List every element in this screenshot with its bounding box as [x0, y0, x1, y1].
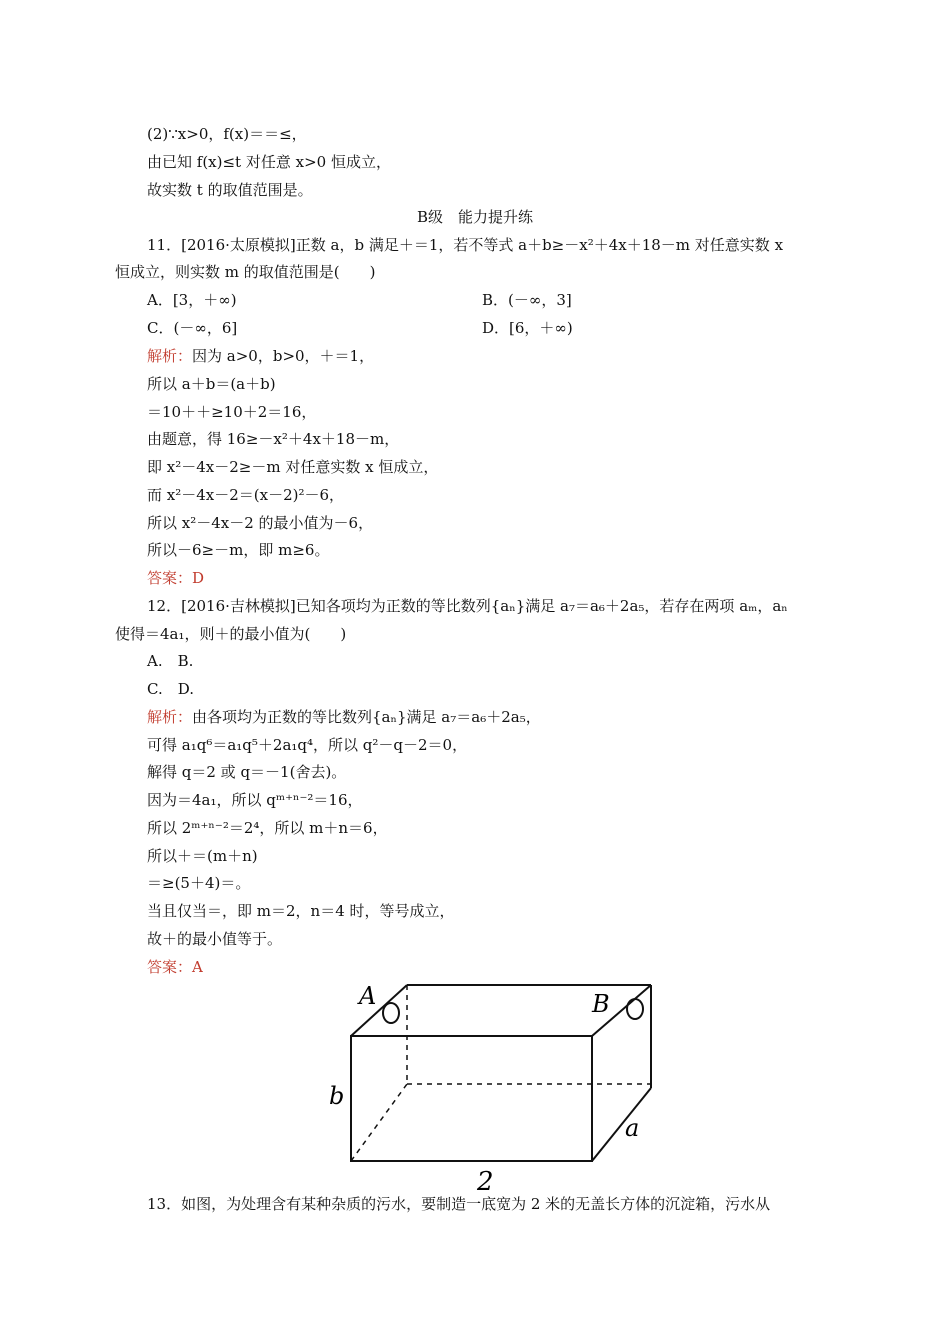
solution-line: 由题意，得 16≥－x²＋4x＋18－m， [147, 430, 400, 448]
answer-line [147, 957, 203, 977]
text-line: (2)∵x>0，f(x)＝＝≤， [147, 125, 307, 143]
solution-line: 所以 x²－4x－2 的最小值为－6， [147, 514, 374, 532]
solution-line: 即 x²－4x－2≥－m 对任意实数 x 恒成立， [147, 458, 439, 476]
label-b-upper: B [592, 990, 610, 1018]
solution-text: 由各项均为正数的等比数列{aₙ}满足 a₇＝a₆＋2a₅， [192, 708, 541, 726]
label-b-height: b [329, 1082, 345, 1110]
solution-line: ＝10＋＋≥10＋2＝16， [147, 403, 317, 421]
solution-line: 故＋的最小值等于。 [147, 930, 283, 948]
solution-line: ＝≥(5＋4)＝。 [147, 874, 251, 892]
outlet-hole-b [627, 999, 643, 1019]
hidden-edge [351, 1084, 407, 1161]
option-d: D．[6，＋∞) [482, 319, 573, 337]
solution-line: 所以＋＝(m＋n) [147, 847, 258, 865]
solution-line: 所以 2ᵐ⁺ⁿ⁻²＝2⁴，所以 m＋n＝6， [147, 819, 388, 837]
options-cd: C. D. [147, 680, 194, 698]
solution-line [147, 346, 374, 366]
label-width-2: 2 [477, 1167, 494, 1196]
answer-line [147, 568, 204, 588]
answer-label: 答案： [147, 569, 193, 587]
answer-value: D [192, 569, 205, 587]
solution-line [147, 707, 541, 727]
label-a-length: a [625, 1114, 640, 1142]
label-a-upper: A [359, 982, 377, 1010]
option-c: C．(－∞，6] [147, 319, 238, 337]
box-edge [592, 1088, 651, 1161]
answer-value: A [192, 958, 203, 976]
option-b: B．(－∞，3] [482, 291, 572, 309]
question-13-stem: 13．如图，为处理含有某种杂质的污水，要制造一底宽为 2 米的无盖长方体的沉淀箱，污水从 [147, 1195, 771, 1213]
text-line: 故实数 t 的取值范围是。 [147, 181, 313, 199]
solution-line: 解得 q＝2 或 q＝－1(舍去)。 [147, 763, 347, 781]
inlet-hole-a [383, 1003, 399, 1023]
solution-line: 因为＝4a₁，所以 qᵐ⁺ⁿ⁻²＝16， [147, 791, 363, 809]
question-12-stem: 12．[2016·吉林模拟]已知各项均为正数的等比数列{aₙ}满足 a₇＝a₆＋2a₅，若存在两项 aₘ，aₙ [147, 597, 788, 615]
answer-label: 答案： [147, 958, 193, 976]
solution-line: 而 x²－4x－2＝(x－2)²－6， [147, 486, 345, 504]
question-11-stem: 11．[2016·太原模拟]正数 a，b 满足＋＝1，若不等式 a＋b≥－x²＋4x＋18－m 对任意实数 x [147, 236, 784, 254]
solution-label: 解析： [147, 347, 193, 365]
solution-line: 当且仅当＝，即 m＝2，n＝4 时，等号成立， [147, 902, 455, 920]
options-ab: A. B. [147, 652, 194, 670]
solution-line: 所以 a＋b＝(a＋b) [147, 375, 276, 393]
question-12-stem-cont: 使得＝4a₁，则＋的最小值为( ) [115, 625, 347, 643]
box-diagram [325, 978, 670, 1196]
solution-line: 可得 a₁q⁶＝a₁q⁵＋2a₁q⁴，所以 q²－q－2＝0， [147, 736, 468, 754]
solution-label: 解析： [147, 708, 193, 726]
text-line: 由已知 f(x)≤t 对任意 x>0 恒成立， [147, 153, 391, 171]
solution-text: 因为 a>0，b>0，＋＝1， [192, 347, 375, 365]
question-11-stem-cont: 恒成立，则实数 m 的取值范围是( ) [115, 263, 376, 281]
solution-line: 所以－6≥－m，即 m≥6。 [147, 541, 330, 559]
section-heading: B级 能力提升练 [416, 208, 534, 226]
box-front-face [351, 1036, 592, 1161]
option-a: A．[3，＋∞) [147, 291, 237, 309]
